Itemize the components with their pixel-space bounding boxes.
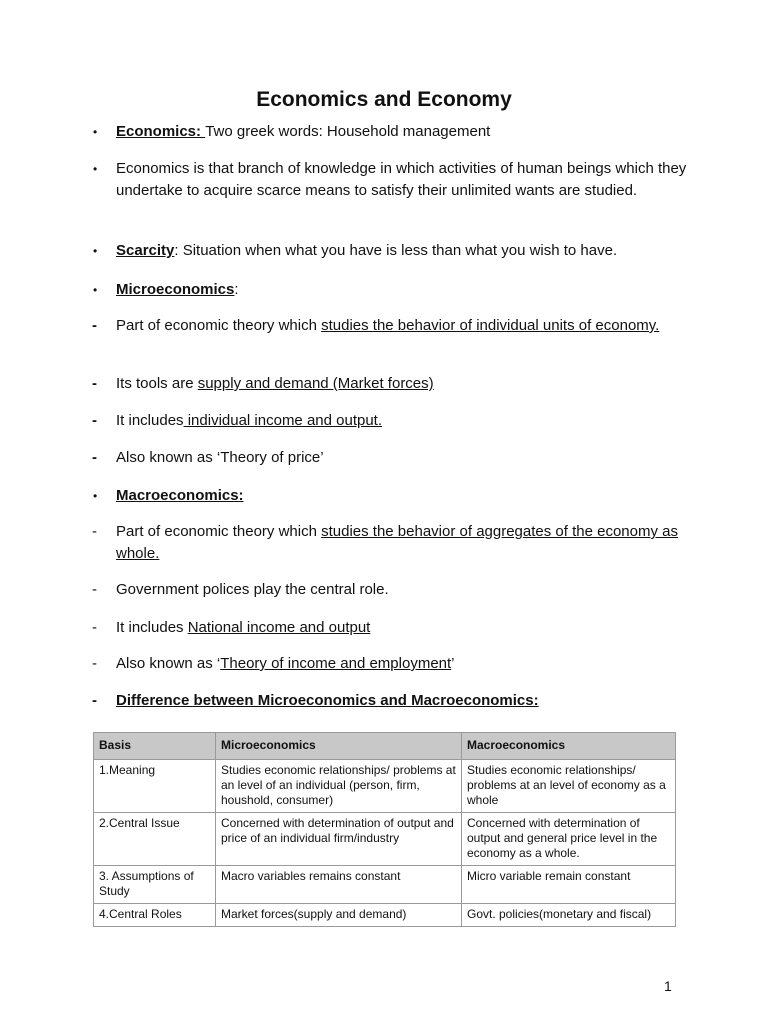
comparison-table bbox=[93, 732, 676, 927]
list-item-text bbox=[116, 158, 692, 202]
text-run: supply and demand (Market forces) bbox=[197, 375, 434, 392]
text-run: studies the behavior of aggregates of the economy as whole. bbox=[116, 523, 678, 562]
text-run: Difference between Microeconomics and Macroeconomics: bbox=[116, 692, 539, 709]
text-run: Scarcity bbox=[116, 242, 175, 259]
text-run: Its tools are bbox=[116, 375, 198, 392]
text-run: National income and output bbox=[187, 619, 371, 636]
list-item-text bbox=[116, 447, 692, 469]
list-item-text bbox=[116, 617, 692, 639]
table-cell: Concerned with determination of output and general price level in the economy as a whole. bbox=[462, 813, 676, 866]
list-item-text bbox=[116, 521, 692, 565]
text-run: Two greek words: Household management bbox=[205, 123, 491, 140]
table-cell: 3. Assumptions of Study bbox=[94, 866, 216, 904]
table-cell: Concerned with determination of output and price of an individual firm/industry bbox=[216, 813, 462, 866]
bullet-marker: • bbox=[93, 489, 98, 503]
table-cell: 2.Central Issue bbox=[94, 813, 216, 866]
list-item-text bbox=[116, 410, 692, 432]
table-cell: Govt. policies(monetary and fiscal) bbox=[462, 904, 676, 927]
table-row bbox=[94, 866, 676, 904]
text-run: Government polices play the central role. bbox=[116, 581, 389, 598]
bullet-marker: • bbox=[93, 283, 98, 297]
header-microeconomics: Microeconomics bbox=[216, 733, 462, 760]
page-number: 1 bbox=[664, 978, 672, 994]
text-run: Also known as ‘Theory of price’ bbox=[116, 449, 324, 466]
text-run: Theory of income and employment bbox=[220, 655, 452, 672]
table-row bbox=[94, 760, 676, 813]
header-macroeconomics: Macroeconomics bbox=[462, 733, 676, 760]
text-run: Macroeconomics: bbox=[116, 487, 244, 504]
list-item-text bbox=[116, 653, 692, 675]
list-item-text bbox=[116, 121, 692, 143]
table-row bbox=[94, 813, 676, 866]
bullet-marker: • bbox=[93, 162, 98, 176]
text-run: Part of economic theory which bbox=[116, 317, 322, 334]
list-item-text bbox=[116, 240, 692, 262]
list-item-text bbox=[116, 373, 692, 395]
text-run: Part of economic theory which bbox=[116, 523, 322, 540]
dash-marker: - bbox=[92, 375, 97, 392]
text-run: Also known as ‘ bbox=[116, 655, 221, 672]
header-basis: Basis bbox=[94, 733, 216, 760]
text-run: It includes bbox=[116, 619, 188, 636]
dash-marker: - bbox=[92, 619, 97, 636]
dash-marker: - bbox=[92, 412, 97, 429]
table-cell: Micro variable remain constant bbox=[462, 866, 676, 904]
text-run: : bbox=[234, 281, 239, 298]
dash-marker: - bbox=[92, 655, 97, 672]
text-run: ’ bbox=[451, 655, 455, 672]
table-cell: Studies economic relationships/ problems at an level of economy as a whole bbox=[462, 760, 676, 813]
text-run: individual income and output. bbox=[183, 412, 383, 429]
dash-marker: - bbox=[92, 523, 97, 540]
table-row bbox=[94, 904, 676, 927]
page-title: Economics and Economy bbox=[256, 88, 512, 111]
dash-marker: - bbox=[92, 317, 97, 334]
text-run: Microeconomics bbox=[116, 281, 235, 298]
list-item-text bbox=[116, 279, 692, 301]
bullet-marker: • bbox=[93, 244, 98, 258]
text-run: It includes bbox=[116, 412, 184, 429]
bullet-marker: • bbox=[93, 125, 98, 139]
dash-marker: - bbox=[92, 449, 97, 466]
table-cell: Studies economic relationships/ problems at an level of an individual (person, firm, houshold, consumer) bbox=[216, 760, 462, 813]
list-item-text bbox=[116, 690, 692, 712]
list-item-text bbox=[116, 315, 692, 337]
text-run: : Situation when what you have is less than what you wish to have. bbox=[174, 242, 618, 259]
table-cell: 1.Meaning bbox=[94, 760, 216, 813]
dash-marker: - bbox=[92, 692, 97, 709]
text-run: Economics is that branch of knowledge in which activities of human beings which they undertake to acquire scarce means to satisfy their unlimited wants are studied. bbox=[116, 160, 687, 199]
table-cell: Market forces(supply and demand) bbox=[216, 904, 462, 927]
list-item-text bbox=[116, 485, 692, 507]
list-item-text bbox=[116, 579, 692, 601]
text-run: studies the behavior of individual units of economy. bbox=[321, 317, 660, 334]
table-cell: Macro variables remains constant bbox=[216, 866, 462, 904]
table-cell: 4.Central Roles bbox=[94, 904, 216, 927]
dash-marker: - bbox=[92, 581, 97, 598]
text-run: Economics: bbox=[116, 123, 206, 140]
table-header-row bbox=[94, 733, 676, 760]
